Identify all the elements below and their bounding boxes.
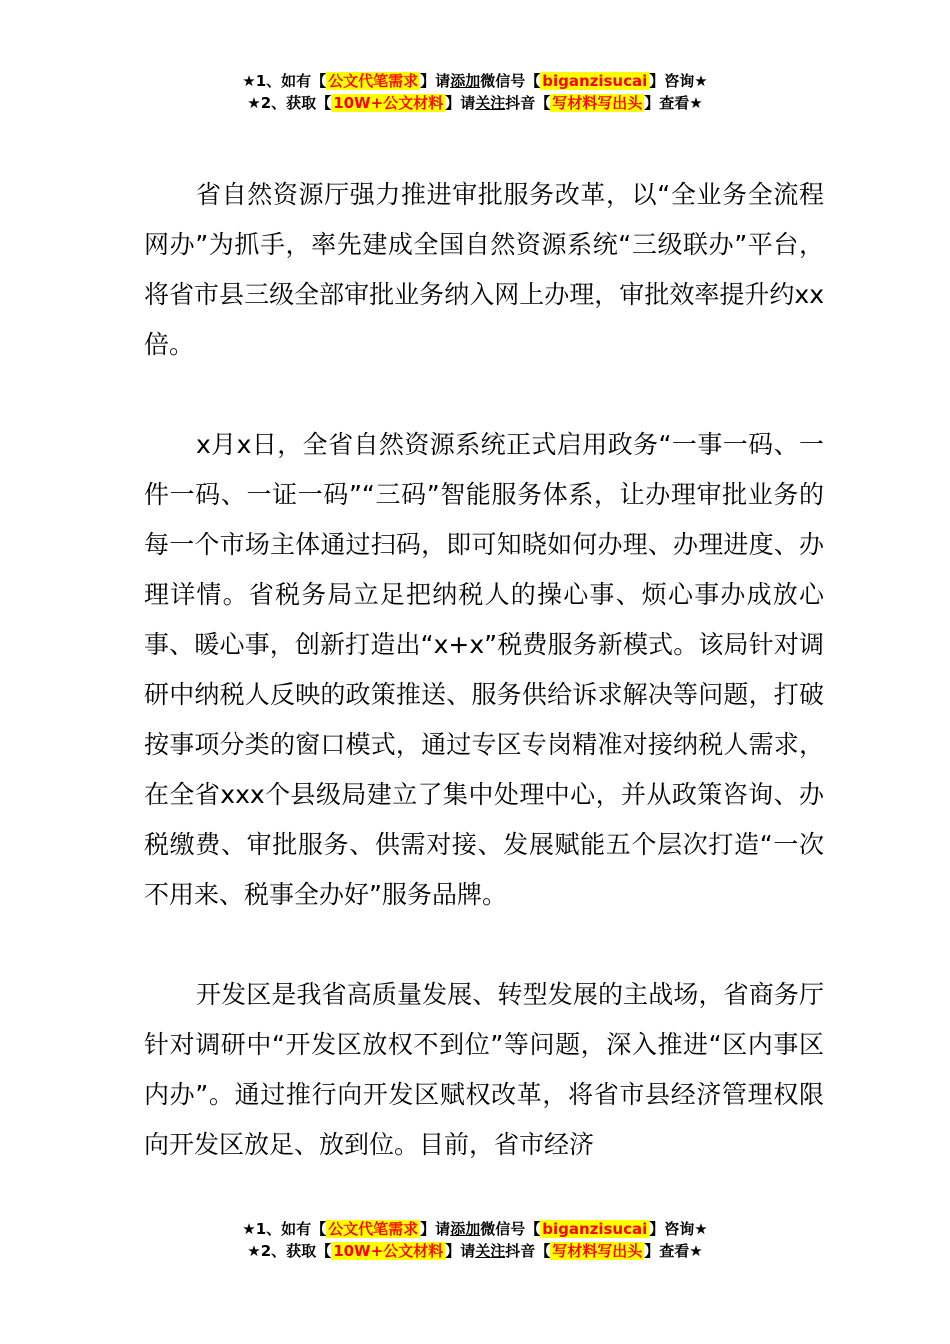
banner-line-2 [0,92,950,114]
banner-text: ★1、如有【 [242,72,327,90]
banner-text: 】查看★ [644,1242,703,1260]
highlight-wechat-id: biganzisucai [542,1220,648,1238]
banner-text: ★2、获取【 [247,1242,332,1260]
footer-line-1 [0,1218,950,1240]
banner-underline: 关注 [475,1242,506,1260]
banner-underline: 关注 [475,94,506,112]
paragraph-3: 开发区是我省高质量发展、转型发展的主战场，省商务厅针对调研中“开发区放权不到位”等问题，深入推进“区内事区内办”。通过推行向开发区赋权改革，将省市县经济管理权限向开发区放足、放到位。目前，省市经济 [144,980,824,1159]
banner-text: 】请 [445,1242,476,1260]
banner-text: ★2、获取【 [247,94,332,112]
highlight-douyin-account: 写材料写出头 [552,94,643,112]
banner-text: 微信号【 [480,1220,541,1238]
highlight-service: 公文代笔需求 [328,72,419,90]
banner-text: 】咨询★ [649,1220,708,1238]
paragraph-1: 省自然资源厅强力推进审批服务改革，以“全业务全流程网办”为抓手，率先建成全国自然资源系统“三级联办”平台，将省市县三级全部审批业务纳入网上办理，审批效率提升约xx倍。 [144,180,824,359]
paragraph-2: x月x日，全省自然资源系统正式启用政务“一事一码、一件一码、一证一码”“三码”智能服务体系，让办理审批业务的每一个市场主体通过扫码，即可知晓如何办理、办理进度、办理详情。省税务局立足把纳税人的操心事、烦心事办成放心事、暖心事，创新打造出“x+x”税费服务新模式。该局针对调研中纳税人反映的政策推送、服务供给诉求解决等问题，打破按事项分类的窗口模式，通过专区专岗精准对接纳税人需求，在全省xxx个县级局建立了集中处理中心，并从政策咨询、办税缴费、审批服务、供需对接、发展赋能五个层次打造“一次不用来、税事全办好”服务品牌。 [144,430,824,909]
header-banner [0,70,950,114]
footer-line-2 [0,1240,950,1262]
highlight-wechat-id: biganzisucai [542,72,648,90]
banner-text: 抖音【 [505,94,551,112]
highlight-service: 公文代笔需求 [328,1220,419,1238]
highlight-materials: 10W+公文材料 [333,94,444,112]
banner-underline: 添加 [450,72,481,90]
highlight-douyin-account: 写材料写出头 [552,1242,643,1260]
banner-text: 】请 [420,1220,451,1238]
banner-text: 】请 [420,72,451,90]
footer-banner [0,1218,950,1262]
banner-text: ★1、如有【 [242,1220,327,1238]
banner-text: 微信号【 [480,72,541,90]
banner-text: 】查看★ [644,94,703,112]
banner-text: 】咨询★ [649,72,708,90]
banner-line-1 [0,70,950,92]
banner-text: 抖音【 [505,1242,551,1260]
banner-text: 】请 [445,94,476,112]
highlight-materials: 10W+公文材料 [333,1242,444,1260]
document-body [144,170,824,1170]
banner-underline: 添加 [450,1220,481,1238]
